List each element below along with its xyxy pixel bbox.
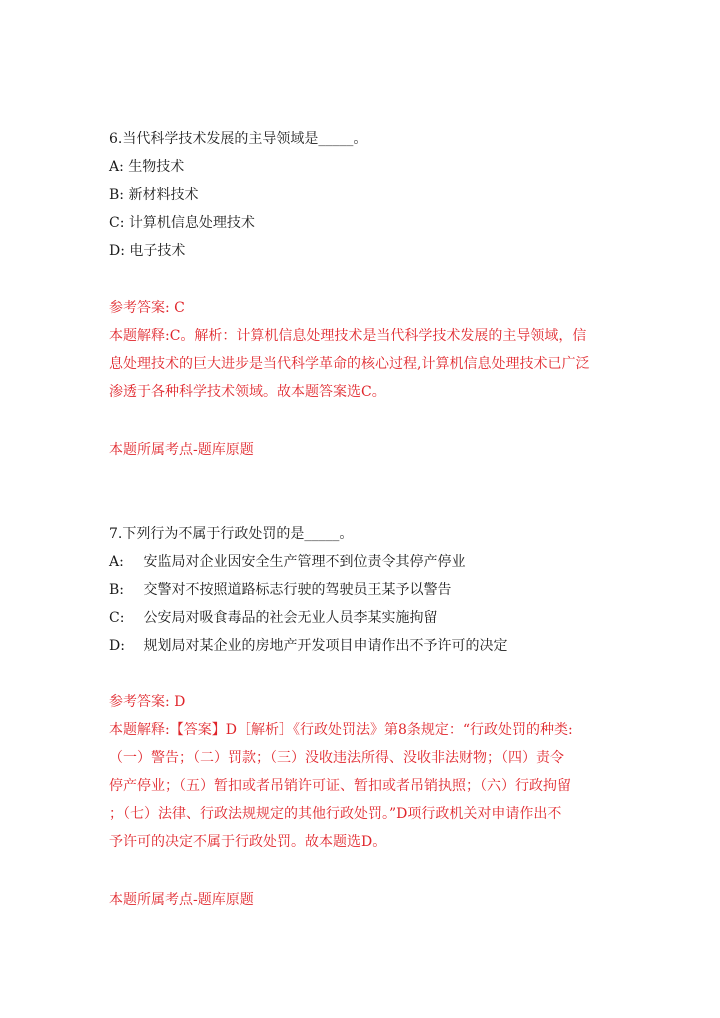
- option-label: C:: [109, 215, 125, 231]
- question-6-explanation-line-3: 渗透于各种科学技术领域。故本题答案选C。: [109, 384, 386, 400]
- question-6-explanation-line-1: 本题解释:C。解析：计算机信息处理技术是当代科学技术发展的主导领域，信: [109, 328, 587, 344]
- question-6-explanation-line-2: 息处理技术的巨大进步是当代科学革命的核心过程,计算机信息处理技术已广泛: [109, 356, 590, 372]
- question-6-answer: 参考答案: C: [109, 300, 185, 316]
- option-text: 新材料技术: [128, 187, 199, 203]
- question-7-explanation-line-5: 予许可的决定不属于行政处罚。故本题选D。: [109, 834, 387, 850]
- question-7-explanation-line-3: 停产停业；（五）暂扣或者吊销许可证、暂扣或者吊销执照；（六）行政拘留: [109, 778, 571, 794]
- question-6-source: 本题所属考点-题库原题: [109, 442, 254, 458]
- question-7-explanation-line-2: （一）警告；（二）罚款；（三）没收违法所得、没收非法财物；（四）责令: [109, 750, 564, 766]
- option-label: D:: [109, 638, 125, 654]
- question-6-stem: 6.当代科学技术发展的主导领域是_____。: [109, 131, 368, 147]
- option-text: 电子技术: [129, 243, 186, 259]
- option-label: B:: [109, 582, 125, 598]
- option-text: 生物技术: [128, 159, 185, 175]
- question-6-option-d: [109, 241, 185, 261]
- question-6-option-a: [109, 157, 184, 177]
- question-7-explanation-line-1: 本题解释:【答案】D［解析］《行政处罚法》第8条规定：“行政处罚的种类:: [109, 722, 573, 738]
- question-7-option-d: [109, 636, 507, 656]
- question-7-option-b: [109, 580, 451, 600]
- question-7-option-a: [109, 552, 465, 572]
- question-7-explanation-line-4: ；（七）法律、行政法规规定的其他行政处罚。”D项行政机关对申请作出不: [109, 806, 562, 822]
- option-text: 计算机信息处理技术: [128, 215, 255, 231]
- question-7-option-c: [109, 608, 437, 628]
- question-6-option-b: [109, 185, 198, 205]
- question-7-stem: 7.下列行为不属于行政处罚的是_____。: [109, 526, 354, 542]
- question-7-answer: 参考答案: D: [109, 694, 186, 710]
- option-text: 交警对不按照道路标志行驶的驾驶员王某予以警告: [143, 582, 452, 598]
- option-label: D:: [109, 243, 125, 259]
- question-6-option-c: [109, 213, 255, 233]
- option-label: C:: [109, 610, 125, 626]
- option-label: A:: [109, 554, 124, 570]
- option-text: 公安局对吸食毒品的社会无业人员李某实施拘留: [143, 610, 438, 626]
- option-label: B:: [109, 187, 125, 203]
- option-text: 规划局对某企业的房地产开发项目申请作出不予许可的决定: [143, 638, 508, 654]
- option-text: 安监局对企业因安全生产管理不到位责令其停产停业: [143, 554, 466, 570]
- question-7-source: 本题所属考点-题库原题: [109, 892, 254, 908]
- option-label: A:: [109, 159, 124, 175]
